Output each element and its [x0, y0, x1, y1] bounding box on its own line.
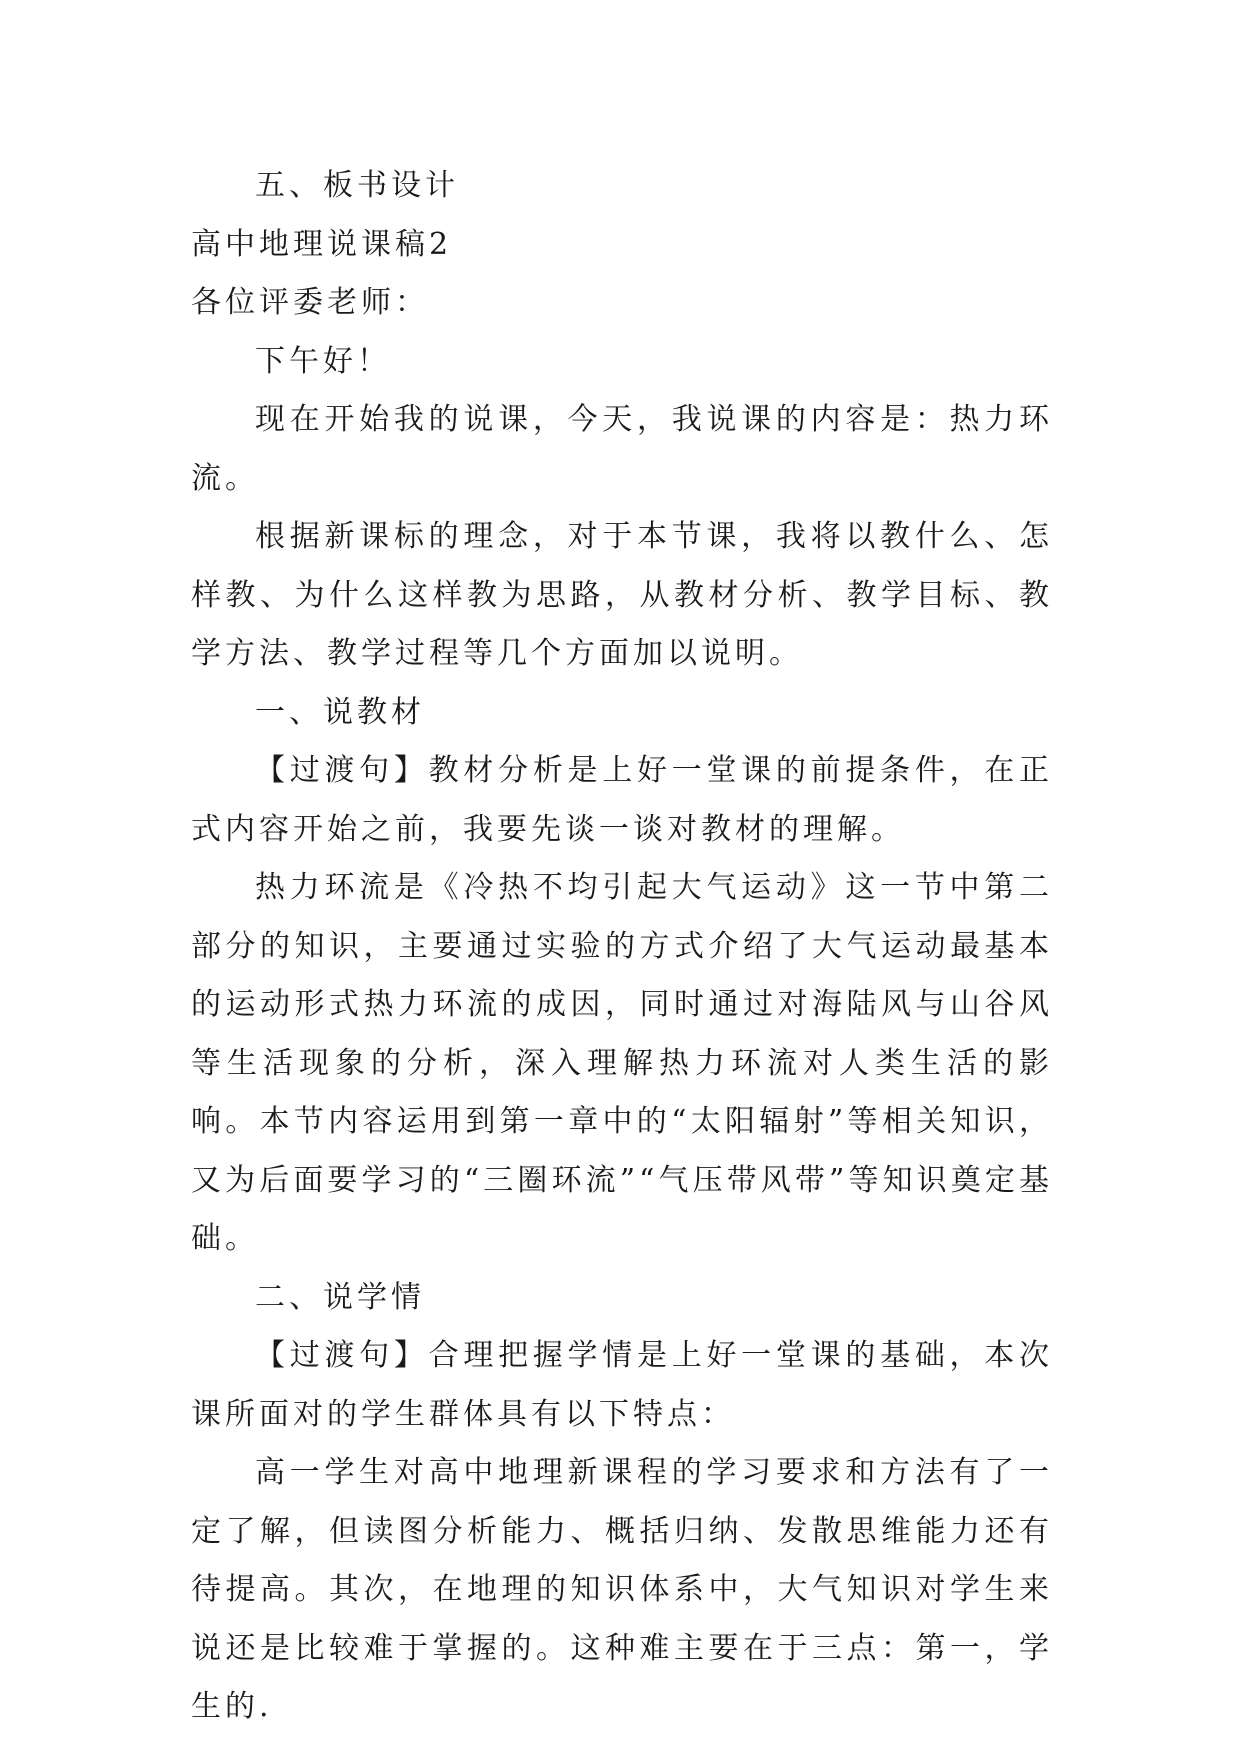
heading-textbook: 一、说教材 — [255, 694, 425, 730]
salutation: 各位评委老师： — [191, 285, 429, 320]
heading-blackboard-design: 五、板书设计 — [255, 168, 459, 203]
document-title: 高中地理说课稿2 — [191, 226, 453, 262]
paragraph-textbook-transition: 【过渡句】教材分析是上好一堂课的前提条件，在正式内容开始之前，我要先谈一谈对教材的理解。 — [191, 753, 1053, 847]
greeting: 下午好！ — [255, 343, 391, 379]
heading-learners: 二、说学情 — [255, 1279, 425, 1315]
document-body — [191, 157, 1053, 1737]
paragraph-intro: 现在开始我的说课，今天，我说课的内容是：热力环流。 — [191, 402, 1053, 496]
paragraph-outline: 根据新课标的理念，对于本节课，我将以教什么、怎样教、为什么这样教为思路，从教材分析、教学目标、教学方法、教学过程等几个方面加以说明。 — [191, 519, 1053, 671]
paragraph-learners-analysis: 高一学生对高中地理新课程的学习要求和方法有了一定了解，但读图分析能力、概括归纳、发散思维能力还有待提高。其次，在地理的知识体系中，大气知识对学生来说还是比较难于掌握的。这种难主要在于三点：第一，学生的. — [191, 1455, 1053, 1724]
paragraph-textbook-analysis: 热力环流是《冷热不均引起大气运动》这一节中第二部分的知识，主要通过实验的方式介绍了大气运动最基本的运动形式热力环流的成因，同时通过对海陆风与山谷风等生活现象的分析，深入理解热力环流对人类生活的影响。本节内容运用到第一章中的“太阳辐射”等相关知识，又为后面要学习的“三圈环流”“气压带风带”等知识奠定基础。 — [191, 870, 1053, 1256]
paragraph-learners-transition: 【过渡句】合理把握学情是上好一堂课的基础，本次课所面对的学生群体具有以下特点： — [191, 1338, 1053, 1432]
